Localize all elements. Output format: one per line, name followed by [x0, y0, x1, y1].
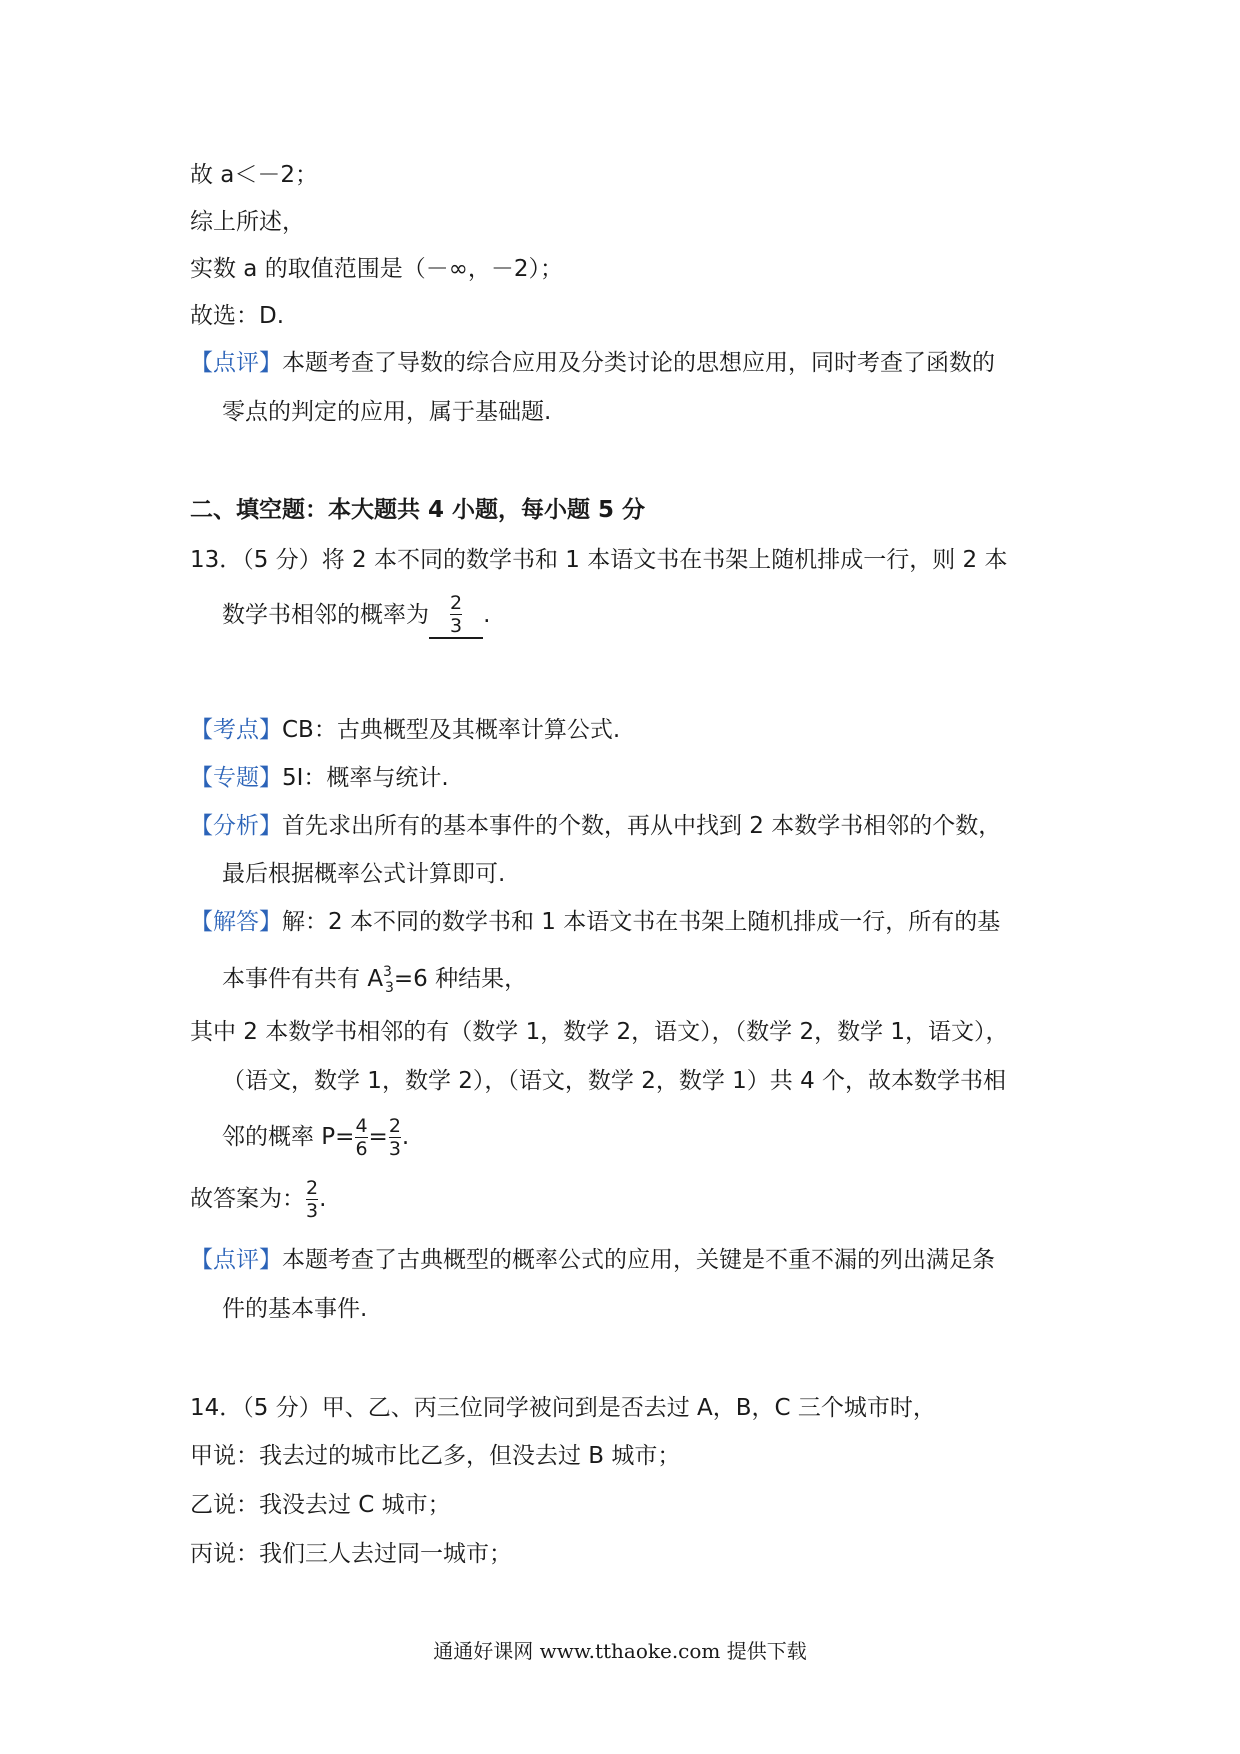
jieda-text-cont [222, 957, 527, 1003]
jieda-text: =6 种结果， [393, 966, 528, 992]
text-line: 故 a＜－2； [190, 162, 319, 188]
answer-blank [429, 592, 483, 639]
comment-text: 本题考查了导数的综合应用及分类讨论的思想应用，同时考查了函数的 [282, 350, 995, 376]
dianping-tag: 【点评】 [190, 1247, 282, 1273]
fenxi-tag: 【分析】 [190, 813, 282, 839]
probability-fraction [389, 1115, 401, 1160]
final-answer-fraction [306, 1177, 318, 1222]
zhuanti-tag: 【专题】 [190, 765, 282, 791]
dianping-text: 本题考查了古典概型的概率公式的应用，关键是不重不漏的列出满足条 [282, 1247, 995, 1273]
comment-text-cont: 零点的判定的应用，属于基础题. [222, 399, 552, 425]
text-line: 故选：D. [190, 303, 285, 329]
answer-fraction [450, 592, 462, 637]
fenxi-text-cont: 最后根据概率公式计算即可. [222, 861, 506, 887]
zhuanti-line [190, 763, 449, 793]
text-line: 综上所述， [190, 209, 305, 235]
jieda-text-line: （语文，数学 1，数学 2），（语文，数学 2，数学 1）共 4 个，故本数学书相 [222, 1068, 1007, 1094]
text-line: 实数 a 的取值范围是（－∞，－2）； [190, 256, 564, 282]
q13-stem-cont [222, 592, 490, 639]
dianping-line [190, 1245, 995, 1275]
jieda-line [190, 907, 1000, 937]
fraction-numerator: 2 [450, 592, 463, 614]
probability-fraction [355, 1115, 367, 1160]
jieda-prob-line [222, 1115, 409, 1160]
fraction-numerator: 4 [355, 1115, 368, 1137]
comment-tag: 【点评】 [190, 350, 282, 376]
fraction-denominator: 3 [306, 1200, 319, 1222]
fraction-denominator: 3 [450, 615, 463, 637]
perm-letter: A [367, 966, 384, 992]
jieda-text: 邻的概率 P= [222, 1124, 355, 1150]
fraction-denominator: 6 [355, 1138, 368, 1160]
dianping-text-cont: 件的基本事件. [222, 1296, 368, 1322]
fenxi-text: 首先求出所有的基本事件的个数，再从中找到 2 本数学书相邻的个数， [282, 813, 1002, 839]
jieda-tag: 【解答】 [190, 909, 282, 935]
period: . [401, 1124, 410, 1150]
q13-stem-text: 数学书相邻的概率为 [222, 602, 429, 628]
kaodian-tag: 【考点】 [190, 717, 282, 743]
q14-stem: 14．（5 分）甲、乙、丙三位同学被问到是否去过 A，B，C 三个城市时， [190, 1395, 936, 1421]
q14-statement: 丙说：我们三人去过同一城市； [190, 1541, 512, 1567]
jieda-text: 解：2 本不同的数学书和 1 本语文书在书架上随机排成一行，所有的基 [282, 909, 1001, 935]
zhuanti-text: 5I：概率与统计. [282, 765, 449, 791]
fraction-numerator: 2 [306, 1177, 319, 1199]
kaodian-text: CB：古典概型及其概率计算公式. [282, 717, 621, 743]
jieda-text-line: 其中 2 本数学书相邻的有（数学 1，数学 2，语文），（数学 2，数学 1，语文）， [190, 1019, 1009, 1045]
jieda-text: 本事件有共有 [222, 966, 360, 992]
equals-sign: = [368, 1124, 388, 1150]
perm-sup: 3 [383, 964, 392, 980]
q14-statement: 乙说：我没去过 C 城市； [190, 1492, 451, 1518]
fenxi-line [190, 811, 1001, 841]
perm-sub: 3 [384, 980, 394, 996]
final-answer-text: 故答案为： [190, 1186, 305, 1212]
q13-stem: 13．（5 分）将 2 本不同的数学书和 1 本语文书在书架上随机排成一行，则 2 本 [190, 547, 1008, 573]
period: . [483, 602, 491, 628]
permutation-symbol [367, 964, 394, 996]
comment-block [190, 348, 995, 378]
period: . [319, 1186, 327, 1212]
page-footer: 通通好课网 www.tthaoke.com 提供下载 [433, 1639, 807, 1663]
final-answer-line [190, 1177, 326, 1222]
fraction-numerator: 2 [388, 1115, 401, 1137]
fraction-denominator: 3 [388, 1138, 401, 1160]
kaodian-line [190, 715, 620, 745]
q14-statement: 甲说：我去过的城市比乙多，但没去过 B 城市； [190, 1443, 681, 1469]
section-heading: 二、填空题：本大题共 4 小题，每小题 5 分 [190, 497, 646, 523]
